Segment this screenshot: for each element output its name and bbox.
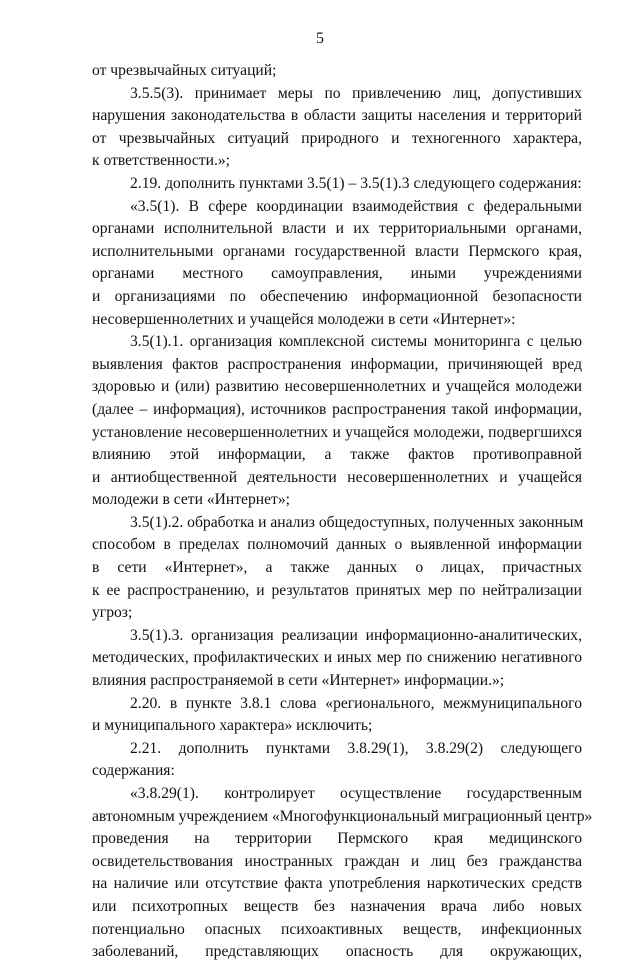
text-line: нарушения законодательства в области защиты населения и территорий	[92, 107, 582, 125]
text-line: содержания:	[92, 762, 175, 780]
text-line: на наличие или отсутствие факта употребления наркотических средств	[92, 875, 582, 893]
text-line: 3.5(1).1. организация комплексной системы мониторинга с целью	[130, 333, 582, 351]
text-line: к ее распространению, и результатов принятых мер по нейтрализации	[92, 581, 582, 599]
text-line: органами исполнительной власти и их территориальными органами,	[92, 220, 582, 238]
text-line: несовершеннолетних и учащейся молодежи в сети «Интернет»:	[92, 310, 516, 328]
text-line: 2.19. дополнить пунктами 3.5(1) – 3.5(1).3 следующего содержания:	[130, 174, 582, 192]
text-line: влияния распространяемой в сети «Интернет» информации.»;	[92, 672, 505, 690]
text-line: (далее – информация), источников распространения такой информации,	[92, 400, 582, 418]
text-line: в сети «Интернет», а также данных о лицах, причастных	[92, 559, 582, 577]
text-line: влиянию этой информации, а также фактов противоправной	[92, 446, 582, 464]
text-line: органами местного самоуправления, иными учреждениями	[92, 265, 582, 283]
text-line: 3.5.5(3). принимает меры по привлечению лиц, допустивших	[130, 84, 582, 102]
text-line: автономным учреждением «Многофункциональный миграционный центр»	[92, 807, 593, 825]
text-line: к ответственности.»;	[92, 152, 230, 170]
text-line: и организациями по обеспечению информационной безопасности	[92, 287, 582, 305]
text-line: 3.5(1).2. обработка и анализ общедоступных, полученных законным	[130, 513, 584, 531]
text-line: освидетельствования иностранных граждан и лиц без гражданства	[92, 852, 582, 870]
text-line: и антиобщественной деятельности несовершеннолетних и учащейся	[92, 468, 582, 486]
page-number: 5	[316, 30, 324, 47]
text-line: заболеваний, представляющих опасность для окружающих,	[92, 943, 582, 961]
text-line: здоровью и (или) развитию несовершеннолетних и учащейся молодежи	[92, 378, 582, 396]
text-line: 2.21. дополнить пунктами 3.8.29(1), 3.8.29(2) следующего	[130, 739, 582, 757]
document-body	[92, 60, 593, 964]
text-line: 2.20. в пункте 3.8.1 слова «регионального, межмуниципального	[130, 694, 582, 712]
text-line: выявления фактов распространения информации, причиняющей вред	[92, 355, 582, 373]
text-line: потенциально опасных психоактивных веществ, инфекционных	[92, 920, 582, 938]
text-line: установление несовершеннолетних и учащейся молодежи, подвергшихся	[92, 423, 582, 441]
text-line: молодежи в сети «Интернет»;	[92, 491, 290, 509]
text-line: угроз;	[92, 604, 133, 622]
text-line: методических, профилактических и иных мер по снижению негативного	[92, 649, 582, 667]
text-line: «3.8.29(1). контролирует осуществление государственным	[130, 785, 582, 802]
text-line: «3.5(1). В сфере координации взаимодействия с федеральными	[130, 197, 582, 215]
text-line: проведения на территории Пермского края медицинского	[92, 830, 582, 848]
text-line: от чрезвычайных ситуаций;	[92, 62, 277, 79]
text-line: исполнительными органами государственной власти Пермского края,	[92, 242, 582, 260]
text-line: способом в пределах полномочий данных о выявленной информации	[92, 536, 582, 554]
text-line: от чрезвычайных ситуаций природного и техногенного характера,	[92, 129, 582, 147]
text-line: 3.5(1).3. организация реализации информационно-аналитических,	[130, 626, 582, 644]
text-line: и муниципального характера» исключить;	[92, 717, 373, 735]
text-line: или психотропных веществ без назначения врача либо новых	[92, 897, 582, 915]
